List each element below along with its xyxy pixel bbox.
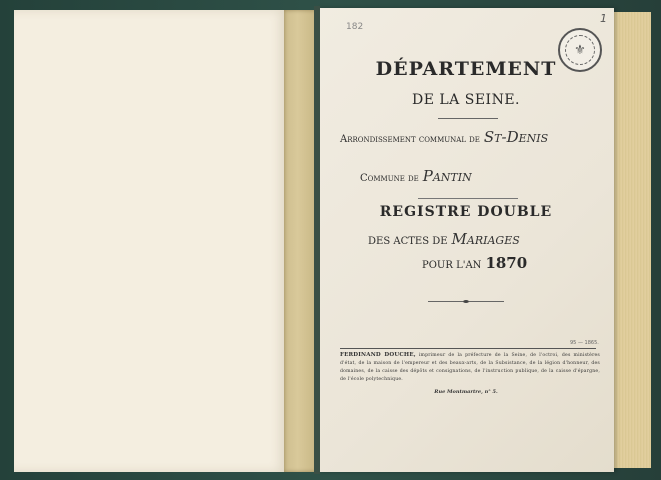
printer-details: imprimeur de la préfecture de la Seine, de l'octroi, des ministères d'état, de la maison de l'empereur et des beaux-arts, de la Subsistance, de la légion d'honneur, des domaines, de la caisse des dépôts et consignations, de l'instruction publique, de la caisse d'épargne, de l'école polytechnique. bbox=[340, 353, 600, 382]
registre-title: REGISTRE DOUBLE bbox=[379, 204, 553, 220]
commune-value: Pantin bbox=[422, 167, 472, 185]
year-line bbox=[422, 254, 527, 272]
divider bbox=[340, 348, 596, 349]
ornament-divider bbox=[428, 298, 504, 304]
commune-line bbox=[360, 167, 472, 185]
printer-imprint bbox=[340, 351, 600, 384]
actes-label: DES ACTES DE bbox=[368, 236, 448, 247]
printer-name: FERDINAND DOUCHE, bbox=[340, 352, 416, 358]
printer-address: Rue Montmartre, n° 5. bbox=[434, 389, 498, 395]
book-gutter bbox=[284, 10, 318, 472]
year-label: POUR L'AN bbox=[422, 260, 482, 271]
left-blank-page bbox=[14, 10, 286, 472]
actes-value: Mariages bbox=[451, 230, 520, 248]
divider bbox=[418, 198, 518, 199]
register-title-page bbox=[318, 8, 614, 472]
folio-number: 1 bbox=[600, 12, 607, 25]
binding-edge bbox=[314, 6, 320, 474]
year-value: 1870 bbox=[485, 254, 528, 272]
arrondissement-value: St-Denis bbox=[483, 128, 549, 146]
department-name: DE LA SEINE. bbox=[411, 92, 520, 108]
commune-label: Commune de bbox=[360, 173, 419, 184]
imprint-reference: 95 — 1865. bbox=[570, 340, 599, 346]
department-heading: DÉPARTEMENT bbox=[375, 58, 557, 80]
divider bbox=[438, 118, 498, 119]
arrondissement-label: Arrondissement communal de bbox=[340, 134, 480, 145]
arrondissement-line bbox=[340, 128, 548, 146]
actes-line bbox=[368, 230, 520, 248]
pencil-note: 182 bbox=[346, 22, 364, 32]
seal-stamp-icon: ⚜ bbox=[558, 28, 602, 72]
